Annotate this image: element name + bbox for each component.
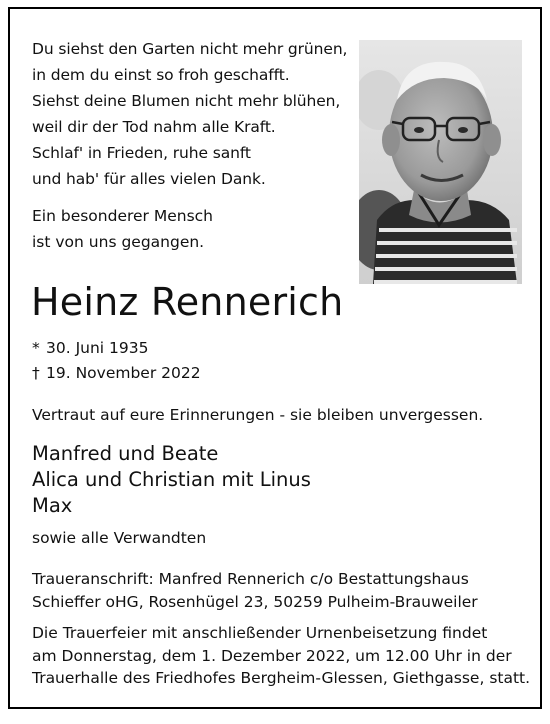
- mourner-line: Alica und Christian mit Linus: [32, 468, 311, 491]
- birth-symbol: *: [32, 339, 40, 357]
- deceased-name: Heinz Rennerich: [31, 280, 344, 324]
- intro-line: Ein besonderer Mensch: [32, 207, 214, 225]
- cross-icon: †: [32, 364, 40, 382]
- poem: [32, 36, 347, 192]
- mourning-address: [32, 568, 478, 614]
- ceremony-line: Trauerhalle des Friedhofes Bergheim-Glessen, Giethgasse, statt.: [32, 669, 531, 687]
- death-date: 19. November 2022: [46, 364, 201, 382]
- intro-line: ist von uns gegangen.: [32, 233, 205, 251]
- motto: Vertraut auf eure Erinnerungen - sie bleiben unvergessen.: [32, 406, 484, 424]
- poem-line: weil dir der Tod nahm alle Kraft.: [32, 118, 276, 136]
- mourners-list: [32, 441, 311, 519]
- poem-line: Schlaf' in Frieden, ruhe sanft: [32, 144, 251, 162]
- poem-line: in dem du einst so froh geschafft.: [32, 66, 290, 84]
- address-line: Schieffer oHG, Rosenhügel 23, 50259 Pulheim-Brauweiler: [32, 593, 478, 611]
- birth-date: 30. Juni 1935: [46, 339, 149, 357]
- intro-text: [32, 203, 213, 255]
- ceremony-info: [32, 622, 530, 690]
- birth-date-line: [32, 336, 201, 361]
- poem-line: und hab' für alles vielen Dank.: [32, 170, 266, 188]
- obituary-notice: [8, 7, 542, 709]
- poem-line: Du siehst den Garten nicht mehr grünen,: [32, 40, 348, 58]
- relatives-note: sowie alle Verwandten: [32, 529, 207, 547]
- mourner-line: Manfred und Beate: [32, 442, 219, 465]
- poem-line: Siehst deine Blumen nicht mehr blühen,: [32, 92, 341, 110]
- portrait-photo: [359, 40, 522, 284]
- ceremony-line: Die Trauerfeier mit anschließender Urnenbeisetzung findet: [32, 624, 488, 642]
- life-dates: [32, 336, 201, 386]
- address-line: Traueranschrift: Manfred Rennerich c/o Bestattungshaus: [32, 570, 469, 588]
- death-date-line: [32, 361, 201, 386]
- mourner-line: Max: [32, 494, 73, 517]
- ceremony-line: am Donnerstag, dem 1. Dezember 2022, um 12.00 Uhr in der: [32, 646, 512, 665]
